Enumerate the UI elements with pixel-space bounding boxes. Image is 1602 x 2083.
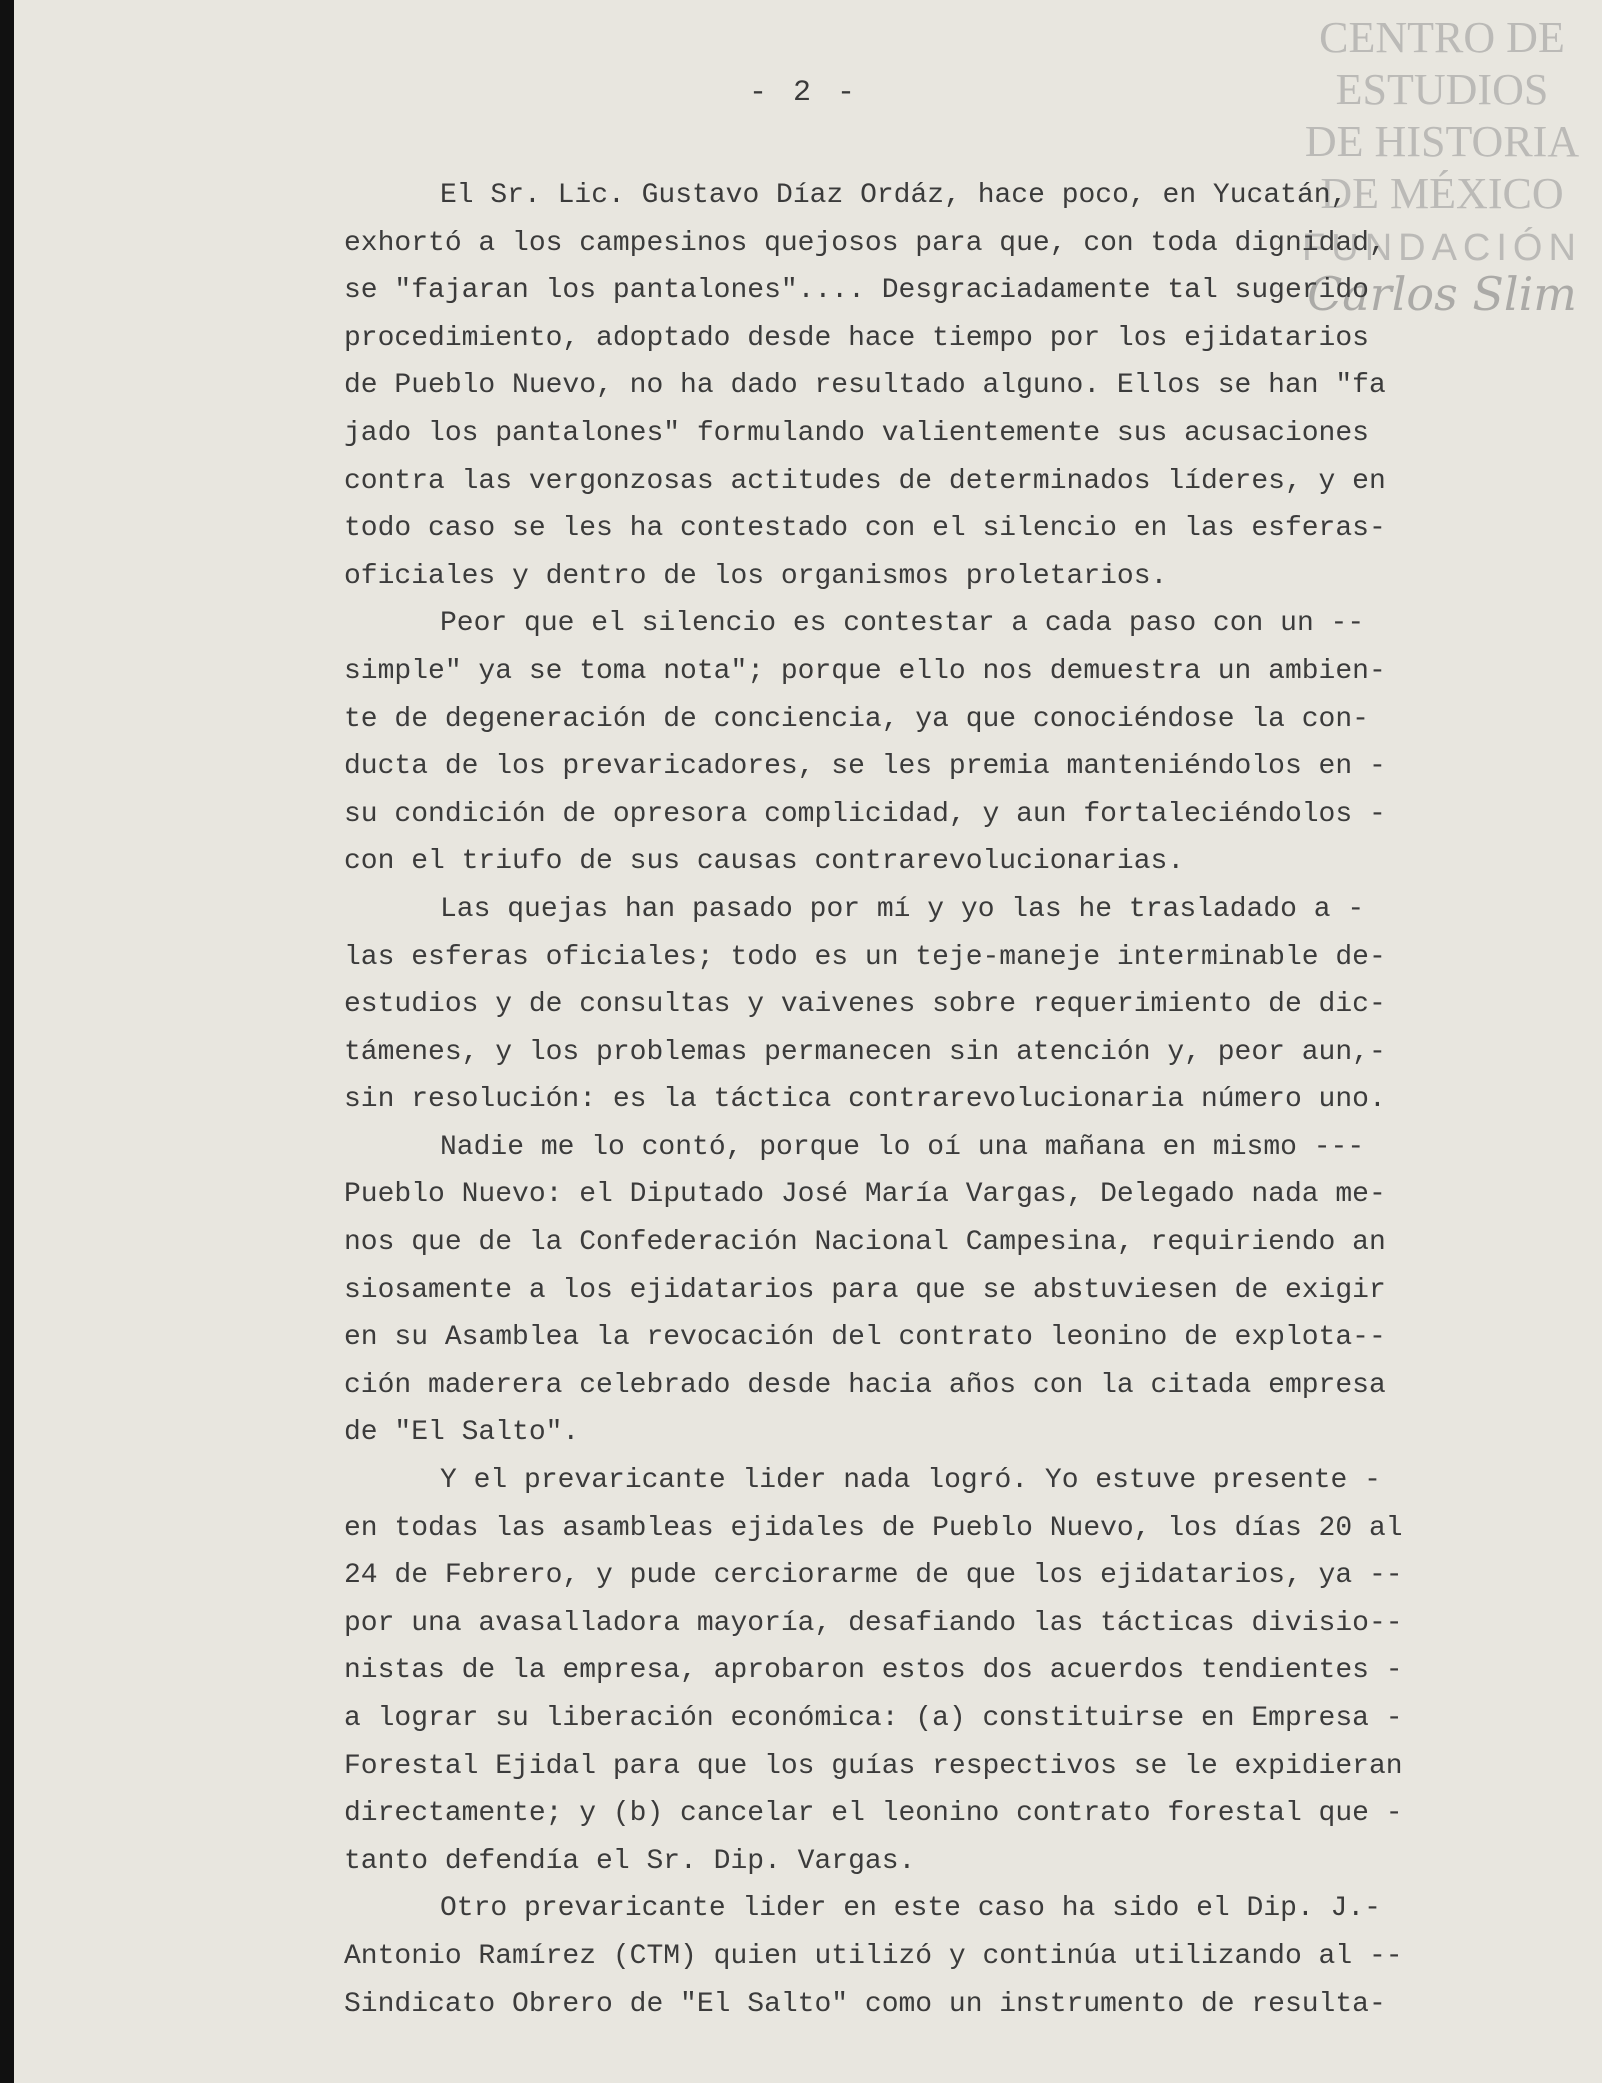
document-body [344, 172, 1492, 2028]
text-line: te de degeneración de conciencia, ya que conociéndose la con- [344, 703, 1369, 735]
text-line: Las quejas han pasado por mí y yo las he trasladado a - [440, 893, 1365, 925]
text-line: nistas de la empresa, aprobaron estos dos acuerdos tendientes - [344, 1655, 1403, 1687]
text-line: su condición de opresora complicidad, y aun fortaleciéndolos - [344, 798, 1386, 830]
text-line: exhortó a los campesinos quejosos para que, con toda dignidad, [344, 227, 1386, 259]
text-line: Peor que el silencio es contestar a cada paso con un -- [440, 608, 1365, 640]
text-line: a lograr su liberación económica: (a) constituirse en Empresa - [344, 1703, 1403, 1734]
text-line: todo caso se les ha contestado con el silencio en las esferas- [344, 513, 1386, 545]
scan-edge [0, 0, 14, 2083]
text-line: por una avasalladora mayoría, desafiando las tácticas divisio-- [344, 1607, 1403, 1639]
text-line: Sindicato Obrero de "El Salto" como un instrumento de resulta- [344, 1988, 1386, 2020]
page-number: - 2 - [748, 76, 859, 110]
text-line: en todas las asambleas ejidales de Pueblo Nuevo, los días 20 al [344, 1512, 1403, 1544]
text-line: Antonio Ramírez (CTM) quien utilizó y continúa utilizando al -- [344, 1940, 1403, 1972]
watermark-signature: Carlos Slim [1307, 267, 1577, 321]
text-line: las esferas oficiales; todo es un teje-maneje interminable de- [344, 941, 1386, 973]
paragraph-3 [344, 886, 1492, 1124]
text-line: procedimiento, adoptado desde hace tiempo por los ejidatarios [344, 322, 1369, 354]
text-line: tanto defendía el Sr. Dip. Vargas. [344, 1845, 916, 1877]
watermark-line-2: ESTUDIOS [1335, 65, 1549, 114]
watermark-line-4: DE MÉXICO [1320, 169, 1564, 218]
text-line: de Pueblo Nuevo, no ha dado resultado alguno. Ellos se han "fa [344, 370, 1386, 402]
watermark-line-3: DE HISTORIA [1304, 117, 1580, 166]
paragraph-5 [344, 1457, 1492, 1885]
text-line: directamente; y (b) cancelar el leonino contrato forestal que - [344, 1798, 1403, 1830]
paragraph-2 [344, 600, 1492, 886]
text-line: ducta de los prevaricadores, se les premia manteniéndolos en - [344, 751, 1386, 783]
text-line: Pueblo Nuevo: el Diputado José María Vargas, Delegado nada me- [344, 1179, 1386, 1211]
text-line: nos que de la Confederación Nacional Campesina, requiriendo an [344, 1227, 1386, 1259]
text-line: El Sr. Lic. Gustavo Díaz Ordáz, hace poco, en Yucatán, [440, 180, 1348, 211]
text-line: se "fajaran los pantalones".... Desgraciadamente tal sugerido [344, 275, 1369, 307]
paragraph-6 [344, 1885, 1492, 2028]
text-line: estudios y de consultas y vaivenes sobre requerimiento de dic- [344, 989, 1386, 1021]
text-line: 24 de Febrero, y pude cerciorarme de que los ejidatarios, ya -- [344, 1560, 1403, 1592]
paragraph-4 [344, 1124, 1492, 1457]
paragraph-1 [344, 172, 1492, 600]
watermark-line-1: CENTRO DE [1319, 13, 1565, 62]
text-line: siosamente a los ejidatarios para que se abstuviesen de exigir [344, 1274, 1386, 1306]
text-line: contra las vergonzosas actitudes de determinados líderes, y en [344, 465, 1386, 497]
text-line: Nadie me lo contó, porque lo oí una mañana en mismo --- [440, 1131, 1365, 1163]
watermark-foundation: FUNDACIÓN [1302, 227, 1582, 269]
text-line: támenes, y los problemas permanecen sin atención y, peor aun,- [344, 1036, 1386, 1068]
text-line: jado los pantalones" formulando valientemente sus acusaciones [344, 417, 1369, 449]
text-line: oficiales y dentro de los organismos proletarios. [344, 560, 1168, 592]
text-line: Forestal Ejidal para que los guías respectivos se le expidieran [344, 1750, 1403, 1782]
text-line: Otro prevaricante lider en este caso ha sido el Dip. J.- [440, 1893, 1381, 1925]
text-line: Y el prevaricante lider nada logró. Yo estuve presente - [440, 1465, 1381, 1497]
text-line: con el triufo de sus causas contrarevolucionarias. [344, 846, 1185, 878]
text-line: sin resolución: es la táctica contrarevolucionaria número uno. [344, 1084, 1386, 1116]
document-page [14, 0, 1602, 2083]
text-line: simple" ya se toma nota"; porque ello nos demuestra un ambien- [344, 655, 1386, 687]
text-line: en su Asamblea la revocación del contrato leonino de explota-- [344, 1322, 1386, 1354]
text-line: ción maderera celebrado desde hacia años con la citada empresa [344, 1369, 1386, 1401]
text-line: de "El Salto". [344, 1417, 580, 1449]
